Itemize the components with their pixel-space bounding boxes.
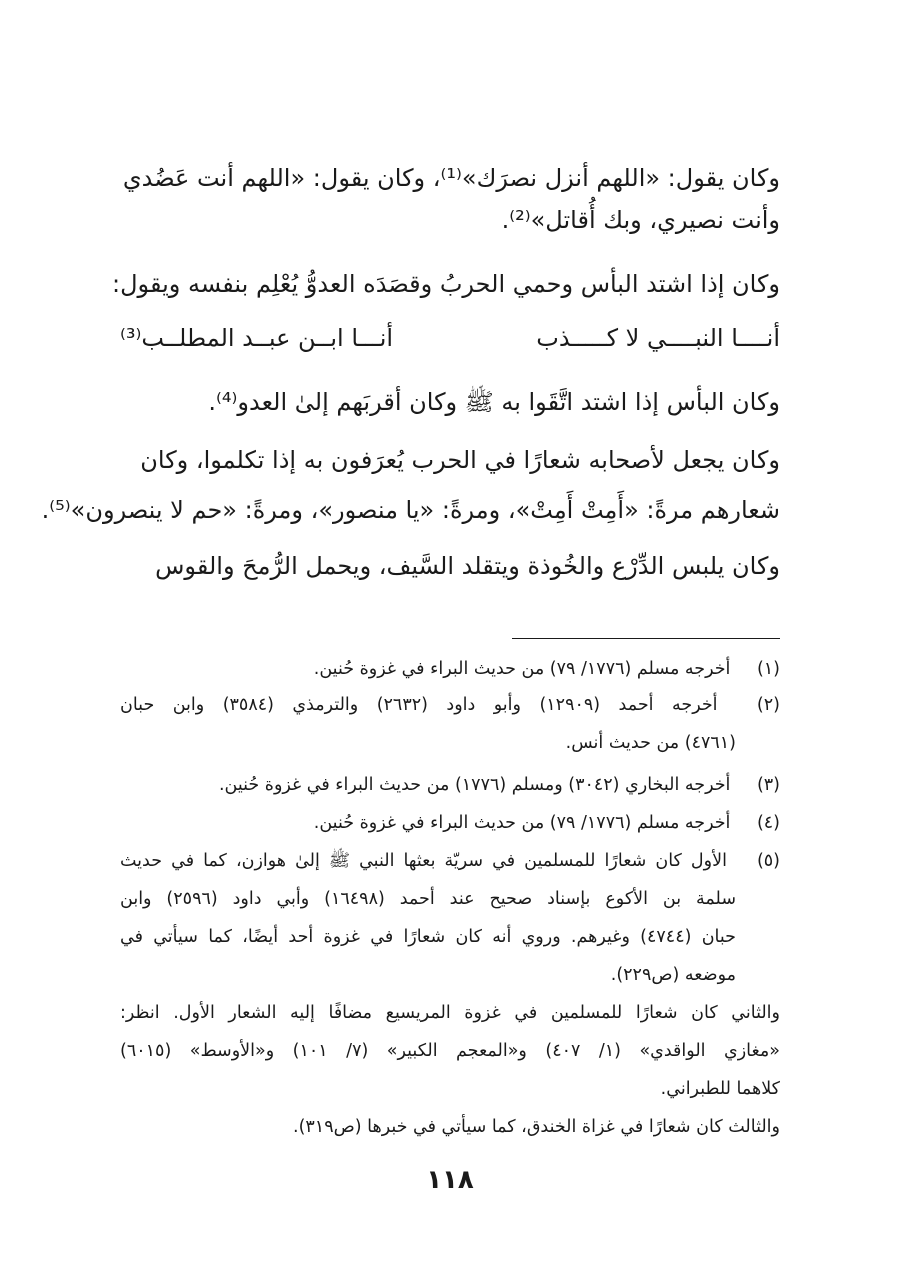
body-line-1: وكان يقول: «اللهم أنزل نصرَك»⁽¹⁾، وكان يقول: «اللهم أنت عَضُدي xyxy=(122,164,780,192)
footnote-5-para-2-line-2: «مغازي الواقدي» (١/ ٤٠٧) و«المعجم الكبير» (٧/ ١٠١) و«الأوسط» (٦٠١٥) xyxy=(120,1041,780,1061)
page-number: ١١٨ xyxy=(426,1165,474,1195)
body-line-4: وكان البأس إذا اشتد اتَّقَوا به ﷺ وكان أقربَهم إلىٰ العدو⁽⁴⁾. xyxy=(208,388,780,416)
footnote-5-para-3: والثالث كان شعارًا في غزاة الخندق، كما سيأتي في خبرها (ص٣١٩). xyxy=(293,1117,780,1137)
footnote-2 xyxy=(120,690,780,720)
body-line-5: وكان يجعل لأصحابه شعارًا في الحرب يُعرَفون به إذا تكلموا، وكان xyxy=(140,446,780,474)
footnote-number: (٥) xyxy=(756,851,780,871)
footnote-5-para-2-line-3: كلاهما للطبراني. xyxy=(660,1079,780,1099)
footnote-text: أخرجه مسلم (١٧٧٦/ ٧٩) من حديث البراء في غزوة حُنين. xyxy=(313,659,731,679)
body-line-2: وأنت نصيري، وبك أُقاتل»⁽²⁾. xyxy=(501,206,780,234)
footnote-number: (٢) xyxy=(756,695,780,715)
footnote-divider xyxy=(512,638,780,639)
body-line-7: وكان يلبس الدِّرْع والخُوذة ويتقلد السَّيف، ويحمل الرُّمحَ والقوس xyxy=(155,552,780,580)
footnote-5-line-3: حبان (٤٧٤٤) وغيرهم. وروي أنه كان شعارًا في غزوة أحد أيضًا، كما سيأتي في xyxy=(120,927,736,947)
footnote-5 xyxy=(120,846,780,876)
footnote-text: أخرجه البخاري (٣٠٤٢) ومسلم (١٧٧٦) من حديث البراء في غزوة حُنين. xyxy=(218,775,731,795)
footnote-4 xyxy=(120,808,780,838)
footnote-1 xyxy=(120,654,780,684)
footnote-3 xyxy=(120,770,780,800)
verse-hemistich-second: أنـــا ابــن عبــد المطلــب⁽³⁾ xyxy=(120,324,394,352)
body-line-6: شعارهم مرةً: «أَمِتْ أَمِتْ»، ومرةً: «يا منصور»، ومرةً: «حم لا ينصرون»⁽⁵⁾. xyxy=(41,496,780,524)
footnote-2-continued: (٤٧٦١) من حديث أنس. xyxy=(565,733,736,753)
verse-hemistich-first: أنــــا النبــــي لا كـــــذب xyxy=(536,324,780,352)
body-line-3: وكان إذا اشتد البأس وحمي الحربُ وقصَدَه العدوُّ يُعْلِم بنفسه ويقول: xyxy=(112,270,780,298)
footnote-5-para-2-line-1: والثاني كان شعارًا للمسلمين في غزوة المريسيع مضافًا إليه الشعار الأول. انظر: xyxy=(120,1003,780,1023)
footnote-text: أخرجه مسلم (١٧٧٦/ ٧٩) من حديث البراء في غزوة حُنين. xyxy=(313,813,731,833)
footnote-number: (١) xyxy=(756,659,780,679)
footnote-number: (٣) xyxy=(756,775,780,795)
footnote-text: الأول كان شعارًا للمسلمين في سريّة بعثها النبي ﷺ إلىٰ هوازن، كما في حديث xyxy=(120,851,727,871)
footnote-5-line-2: سلمة بن الأكوع بإسناد صحيح عند أحمد (١٦٤٩٨) وأبي داود (٢٥٩٦) وابن xyxy=(120,889,736,909)
footnote-text: أخرجه أحمد (١٢٩٠٩) وأبو داود (٢٦٣٢) والترمذي (٣٥٨٤) وابن حبان xyxy=(120,695,718,715)
poetry-verse xyxy=(120,318,780,358)
footnote-5-line-4: موضعه (ص٢٢٩). xyxy=(610,965,736,985)
footnote-number: (٤) xyxy=(756,813,780,833)
